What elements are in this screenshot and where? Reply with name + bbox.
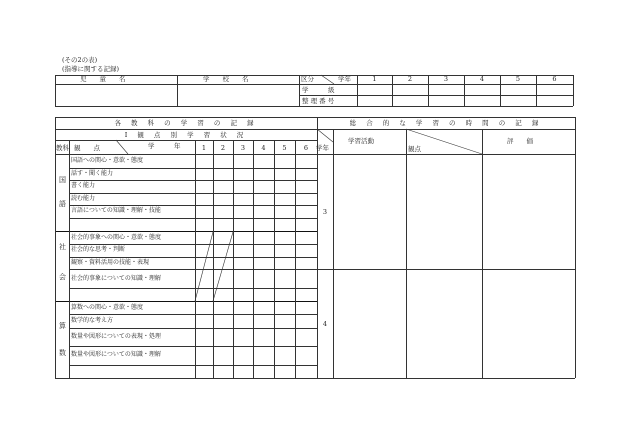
evaluation-header: 評 価 <box>507 137 533 145</box>
gakunen-label: 学年 <box>338 75 351 83</box>
subject-shakai-1: 社 <box>59 243 66 251</box>
activity-header: 学習活動 <box>348 137 374 145</box>
top-year-6: 6 <box>552 75 557 83</box>
viewpoint-section-title: Ⅰ 観 点 別 学 習 状 況 <box>124 131 248 139</box>
form-number: (その2の表) <box>62 56 98 64</box>
subject-sansu-2: 数 <box>59 349 66 357</box>
viewpoint-item: 数量や図形についての知識・理解 <box>71 351 161 358</box>
subject-kokugo-1: 国 <box>59 176 66 184</box>
viewpoint-item: 算数への関心・意欲・態度 <box>71 304 144 311</box>
integrated-study-title: 総 合 的 な 学 習 の 時 間 の 記 録 <box>349 119 543 127</box>
viewpoint-item: 言語についての知識・理解・技能 <box>71 207 161 214</box>
record-subtitle: (指導に関する記録) <box>62 65 120 73</box>
right-viewpoint-header: 観点 <box>408 145 421 153</box>
grade-label-3: 3 <box>322 208 328 216</box>
top-year-2: 2 <box>407 75 413 83</box>
left-year-1: 1 <box>201 144 207 152</box>
student-name-header: 児 童 名 <box>80 75 126 83</box>
top-year-4: 4 <box>479 75 485 83</box>
top-year-3: 3 <box>443 75 449 83</box>
right-grade-header: 学年 <box>316 144 329 152</box>
gakkyu-label: 学 級 <box>302 86 335 94</box>
grade-label-4: 4 <box>322 320 328 328</box>
grade-column-header: 学 年 <box>148 142 181 150</box>
viewpoint-item: 社会的な思考・判断 <box>71 246 126 253</box>
subject-column-header: 教科 <box>56 144 69 152</box>
viewpoint-item: 国語への関心・意欲・態度 <box>71 157 144 164</box>
left-year-2: 2 <box>220 144 226 152</box>
top-year-1: 1 <box>372 75 377 83</box>
school-name-header: 学 校 名 <box>203 75 249 83</box>
viewpoint-column-header: 観 点 <box>74 144 100 152</box>
subject-record-title: 各 教 科 の 学 習 の 記 録 <box>114 119 258 127</box>
subject-kokugo-2: 語 <box>59 200 66 208</box>
viewpoint-item: 数量や図形についての表現・処理 <box>71 333 161 340</box>
kubun-label: 区分 <box>301 75 314 83</box>
left-year-6: 6 <box>303 144 309 152</box>
viewpoint-item: 社会的事象についての知識・理解 <box>71 275 161 282</box>
seiri-bango-label: 整 理 番 号 <box>302 97 335 105</box>
viewpoint-item: 読む能力 <box>71 195 96 202</box>
viewpoint-item: 観察・資料活用の技能・表現 <box>71 259 150 266</box>
viewpoint-item: 書く能力 <box>71 182 96 189</box>
top-year-5: 5 <box>515 75 521 83</box>
viewpoint-item: 話す・聞く能力 <box>71 170 114 177</box>
left-year-5: 5 <box>282 144 287 152</box>
left-year-3: 3 <box>240 144 246 152</box>
viewpoint-item: 社会的事象への関心・意欲・態度 <box>71 234 162 241</box>
left-year-4: 4 <box>261 144 266 152</box>
subject-shakai-2: 会 <box>59 273 66 281</box>
subject-sansu-1: 算 <box>59 322 66 330</box>
viewpoint-item: 数学的な考え方 <box>71 317 114 324</box>
